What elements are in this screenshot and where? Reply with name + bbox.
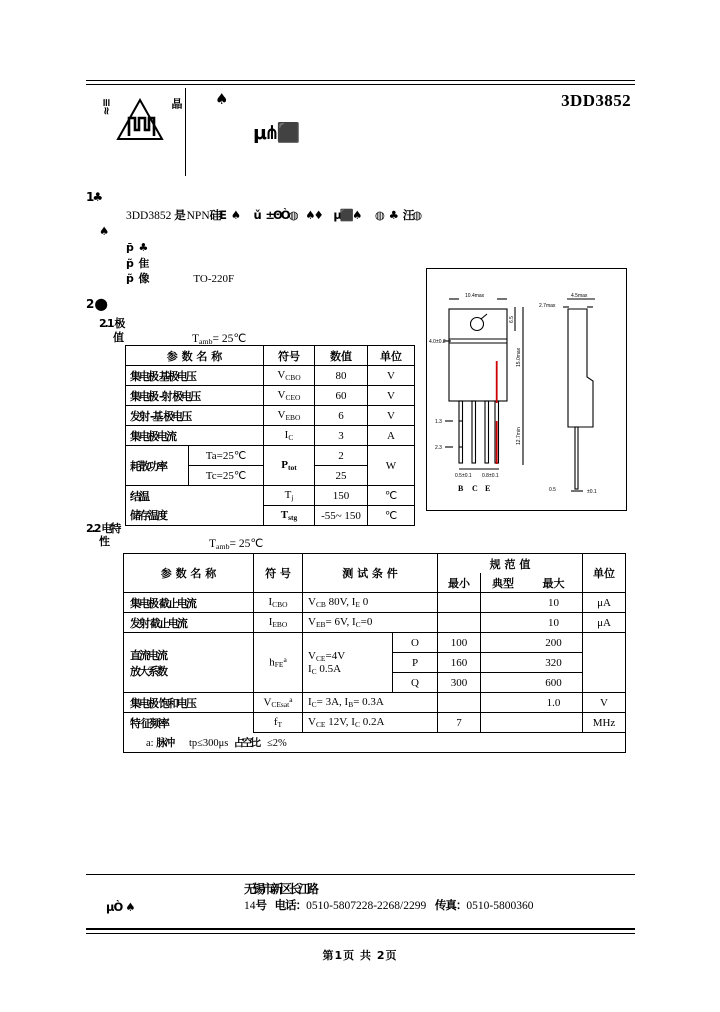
- param-max: 1.0: [525, 693, 583, 713]
- dim-side-top: 2.7max: [539, 303, 556, 309]
- param-unit: ℃: [368, 506, 415, 526]
- param-symbol: $V_{CEsat}^a$: [254, 693, 303, 713]
- param-symbol: $T_{stg}$: [264, 506, 315, 526]
- param-value: 80: [315, 366, 368, 386]
- param-symbol: $V_{CBO}$: [264, 366, 315, 386]
- param-name: [124, 633, 254, 693]
- company-logo: [94, 90, 186, 162]
- hfe-cond-line2: $I_C$ 0.5A: [308, 662, 342, 676]
- param-unit: ℃: [368, 486, 415, 506]
- feature-list: [126, 240, 234, 288]
- param-min: [438, 613, 481, 633]
- section22-number: 2.2: [86, 522, 100, 535]
- param-condition: $V_{CB}$ 80V, $I_E$ 0: [303, 593, 438, 613]
- param-condition: [303, 633, 393, 693]
- company-logo-cell: [86, 88, 185, 176]
- dim-pitch-1: 1.3: [435, 419, 442, 425]
- cond-value: = 25: [229, 538, 251, 550]
- param-name: 发射 -基 极电压: [126, 406, 264, 426]
- intro-part: 3DD3852: [126, 210, 172, 222]
- cond-symbol: T: [209, 538, 217, 550]
- package-outline-drawing: [426, 268, 627, 511]
- grade-min: 300: [438, 673, 481, 693]
- pin-label-c: C: [472, 484, 478, 493]
- section1-title: ♣: [92, 190, 102, 204]
- grade-max: 600: [525, 673, 583, 693]
- section1-heading: [86, 190, 101, 204]
- param-typ: [481, 593, 526, 613]
- electrical-characteristics-table: [123, 553, 626, 753]
- table-row: [126, 426, 415, 446]
- intro-zh-4: ǔ: [253, 208, 260, 222]
- header-divider: [185, 88, 186, 176]
- grade-typ: [481, 673, 526, 693]
- tel-label: 电话: [274, 898, 296, 912]
- col-unit: 单位: [583, 554, 626, 593]
- section21-subtitle: 值: [113, 331, 122, 344]
- dim-lead-t: 0.8±0.1: [482, 473, 499, 479]
- param-max: 10: [525, 613, 583, 633]
- grade-label: Q: [393, 673, 438, 693]
- table-footnote-row: [124, 733, 626, 753]
- param-name: 集电极 截止电流: [124, 593, 254, 613]
- table-row: [126, 446, 415, 466]
- footer-rule-top: [86, 874, 635, 875]
- param-value: 150: [315, 486, 368, 506]
- fax-separator: ：: [455, 898, 467, 912]
- col-symbol: 符 号: [254, 554, 303, 593]
- section22-subtitle: 性: [99, 535, 108, 548]
- param-symbol: $V_{CEO}$: [264, 386, 315, 406]
- company-name-zh: ♠: [215, 90, 226, 108]
- tel-separator: ：: [295, 898, 307, 912]
- dim-side-width: 4.5max: [571, 293, 588, 299]
- intro-zh-2: 硅E: [209, 208, 225, 222]
- param-typ: [481, 693, 526, 713]
- col-value: 数值: [315, 346, 368, 366]
- param-unit: V: [368, 386, 415, 406]
- intro-zh-1: 是: [174, 208, 184, 222]
- col-condition: 测 试 条 件: [303, 554, 438, 593]
- param-value: 3: [315, 426, 368, 446]
- section2-heading: [86, 297, 106, 311]
- bullet-marker: p̄: [126, 241, 133, 254]
- param-unit: V: [368, 406, 415, 426]
- section1-intro: [126, 207, 420, 223]
- table-row: [126, 406, 415, 426]
- address-unit: 号: [255, 898, 266, 912]
- section1-number: 1: [86, 190, 93, 204]
- grade-min: 100: [438, 633, 481, 653]
- table-row: [124, 593, 626, 613]
- bullet-text: ♣: [138, 241, 148, 254]
- param-symbol: $V_{EBO}$: [264, 406, 315, 426]
- dim-pitch-2: 2.3: [435, 445, 442, 451]
- col-min: 最小: [438, 573, 481, 593]
- table-row: [124, 713, 626, 733]
- param-unit: μA: [583, 593, 626, 613]
- intro-zh-3: ♠: [230, 208, 240, 222]
- param-value: 60: [315, 386, 368, 406]
- grade-label: O: [393, 633, 438, 653]
- param-unit: MHz: [583, 713, 626, 733]
- col-typ: 典型: [481, 573, 526, 593]
- dim-notch: 4.0±0.2: [429, 339, 446, 345]
- list-item: [126, 256, 234, 272]
- col-spec: 规 范 值: [438, 554, 583, 574]
- grade-typ: [481, 653, 526, 673]
- bullet-text: 像: [138, 272, 149, 285]
- grade-max: 200: [525, 633, 583, 653]
- footnote-tp: tp≤300μs: [188, 738, 229, 749]
- footnote-zh: 脉冲: [156, 737, 174, 749]
- dim-width: 10.4max: [465, 293, 485, 299]
- section22-title: 电特: [101, 522, 120, 535]
- max-ratings-condition: [192, 331, 246, 346]
- section1-intro-cont: ♠: [99, 224, 108, 238]
- table-row: [126, 506, 415, 526]
- table-header-row: [124, 554, 626, 574]
- footnote-marker: a:: [146, 738, 154, 749]
- bullet-text: 隹: [138, 256, 149, 270]
- part-number: 3DD3852: [561, 91, 631, 110]
- param-max: [525, 713, 583, 733]
- cond-symbol-sub: amb: [216, 541, 230, 551]
- param-min: 7: [438, 713, 481, 733]
- table-row: [124, 613, 626, 633]
- cond-unit: ℃: [250, 538, 264, 550]
- logo-right-char: 晶: [170, 98, 183, 108]
- footer-left-label: μÒ ♠: [106, 900, 135, 914]
- param-symbol: $P_{tot}$: [264, 446, 315, 486]
- footer-rule-bottom-thin: [86, 933, 635, 934]
- fax-label: 传真: [434, 898, 456, 912]
- param-condition: $I_C= 3A$, $I_B= 0.3A$: [303, 693, 438, 713]
- dim-body-height: 15.0max: [516, 347, 522, 367]
- table-row: [124, 633, 626, 653]
- electrical-condition: [209, 536, 263, 551]
- param-value: 2: [315, 446, 368, 466]
- hfe-cond-line1: $V_{CE}=4V$: [308, 649, 346, 663]
- page-indicator: 第1页 共 2页: [322, 949, 398, 962]
- param-name: 集电极 基极电压: [126, 366, 264, 386]
- header-rule-upper: [86, 80, 635, 81]
- intro-zh-9: ♣: [388, 208, 397, 222]
- param-condition: Ta=25℃: [189, 446, 264, 466]
- cond-symbol: T: [192, 333, 200, 345]
- table-row: [124, 693, 626, 713]
- section2-number: 2: [86, 297, 93, 311]
- logo-left-char: ≡≈: [100, 98, 113, 115]
- param-symbol: $I_{EBO}$: [254, 613, 303, 633]
- pin-label-e: E: [485, 484, 491, 493]
- param-unit: V: [583, 693, 626, 713]
- param-condition: $V_{EB}= 6V$, $I_C=0$: [303, 613, 438, 633]
- table-row: [126, 486, 415, 506]
- package-type: TO-220F: [193, 273, 235, 285]
- col-param: 参 数 名 称: [126, 346, 264, 366]
- footnote-duty: ≤2%: [266, 738, 287, 749]
- param-name: 储存温度: [126, 506, 264, 526]
- param-name: 结温: [126, 486, 264, 506]
- param-condition: Tc=25℃: [189, 466, 264, 486]
- param-unit: A: [368, 426, 415, 446]
- col-symbol: 符号: [264, 346, 315, 366]
- param-typ: [481, 713, 526, 733]
- intro-zh-7: μ⬛♠: [333, 208, 361, 222]
- grade-label: P: [393, 653, 438, 673]
- param-min: [438, 693, 481, 713]
- footnote: [124, 733, 626, 753]
- fax-number: 0510-5800360: [466, 900, 534, 912]
- pin-label-b: B: [458, 484, 464, 493]
- cond-unit: ℃: [233, 333, 247, 345]
- param-symbol: $f_T$: [254, 713, 303, 733]
- list-item: [126, 240, 234, 256]
- footnote-duty-label: 占空比: [233, 737, 260, 749]
- param-unit: V: [368, 366, 415, 386]
- footer-rule-bottom-thick: [86, 928, 635, 930]
- col-unit: 单位: [368, 346, 415, 366]
- col-max: 最大: [525, 573, 583, 593]
- param-name: 集电极电流: [126, 426, 264, 446]
- dim-side-lead: 0.5: [549, 487, 556, 493]
- tel-number: 0510-5807228-2268/2299: [306, 900, 427, 912]
- param-max: 10: [525, 593, 583, 613]
- param-unit: [583, 633, 626, 693]
- section21-number: 2.1: [99, 317, 113, 330]
- bullet-marker: p̃: [126, 272, 133, 285]
- table-header-row: [126, 346, 415, 366]
- grade-max: 320: [525, 653, 583, 673]
- footer-contact-line: [244, 897, 533, 913]
- param-symbol: $T_j$: [264, 486, 315, 506]
- address-number: 14: [244, 900, 256, 912]
- bullet-marker: p̃: [126, 256, 133, 270]
- param-symbol: $I_C$: [264, 426, 315, 446]
- intro-zh-6: ♠♦: [305, 208, 322, 222]
- param-name: 耗散功率: [126, 446, 189, 486]
- param-min: [438, 593, 481, 613]
- param-symbol: $I_{CBO}$: [254, 593, 303, 613]
- dim-lead-height: 12.7min: [516, 427, 522, 445]
- param-name: 集电极 -射 极电压: [126, 386, 264, 406]
- section2-title: ⬤: [94, 297, 106, 311]
- param-unit: μA: [583, 613, 626, 633]
- product-title-zh: μ⋔⬛: [253, 122, 298, 144]
- dim-top-height: 6.5: [509, 316, 515, 323]
- param-name: 发射 截止电流: [124, 613, 254, 633]
- param-symbol: $h_{FE}^a$: [254, 633, 303, 693]
- intro-zh-5: ±ΘÒ◍: [265, 208, 297, 222]
- list-item: [126, 271, 234, 288]
- col-param: 参 数 名 称: [124, 554, 254, 593]
- dim-side-lead2: ±0.1: [587, 489, 597, 495]
- header-rule-lower: [86, 84, 635, 85]
- intro-npn: NPN: [186, 210, 210, 222]
- intro-zh-8: ◍: [374, 208, 383, 222]
- grade-typ: [481, 633, 526, 653]
- param-unit: W: [368, 446, 415, 486]
- param-name: 集电极 饱和电压: [124, 693, 254, 713]
- table-row: [126, 366, 415, 386]
- param-value: -55~ 150: [315, 506, 368, 526]
- table-row: [126, 386, 415, 406]
- hfe-name-line2: 放大系数: [130, 664, 166, 678]
- cond-symbol-sub: amb: [199, 336, 213, 346]
- max-ratings-table: [125, 345, 415, 526]
- param-typ: [481, 613, 526, 633]
- param-name: 特 征频率: [124, 713, 254, 733]
- footer-address-zh: 无锡市新区长江路: [244, 882, 317, 896]
- cond-value: = 25: [212, 333, 234, 345]
- section21-title: 极: [114, 317, 124, 330]
- intro-zh-10: 汪◍: [402, 208, 421, 222]
- hfe-name-line1: 直流电流: [130, 648, 166, 662]
- grade-min: 160: [438, 653, 481, 673]
- param-value: 25: [315, 466, 368, 486]
- param-condition: $V_{CE}$ 12V, $I_C$ 0.2A: [303, 713, 438, 733]
- param-value: 6: [315, 406, 368, 426]
- page-header: [86, 88, 635, 176]
- dim-lead-w: 0.5±0.1: [455, 473, 472, 479]
- triangle-logo-icon: [116, 98, 164, 142]
